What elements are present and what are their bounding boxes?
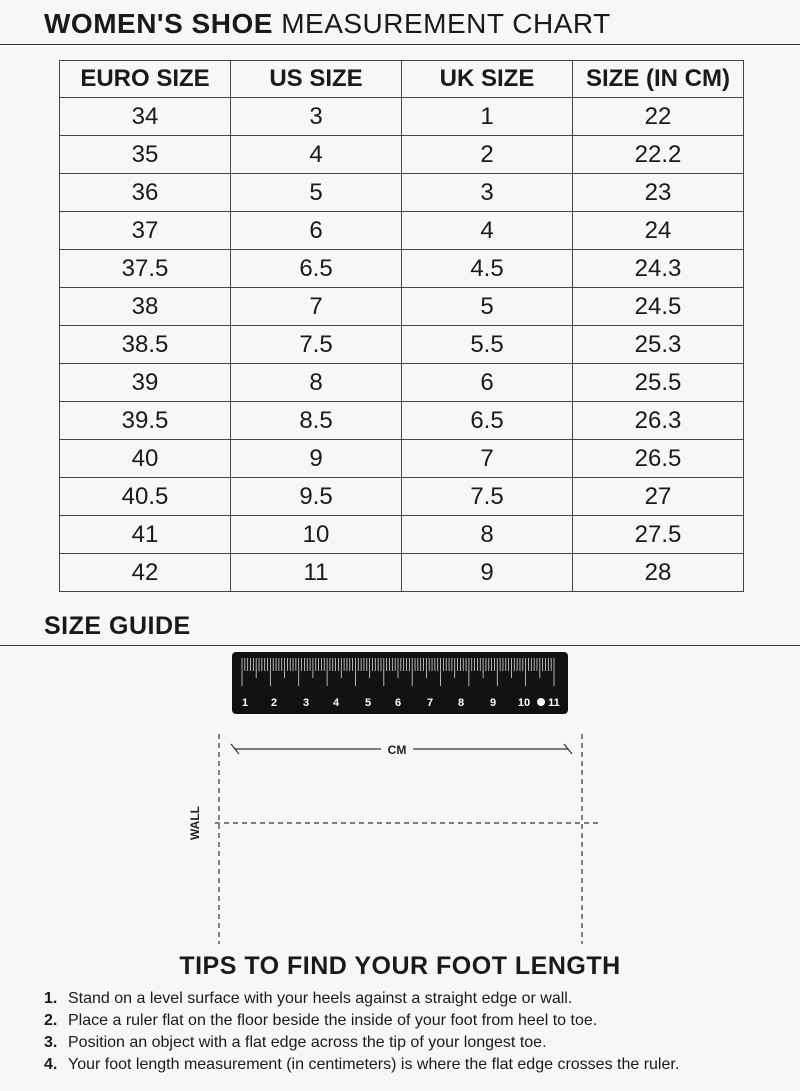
table-cell: 3 xyxy=(231,98,402,136)
table-cell: 4 xyxy=(231,136,402,174)
table-cell: 40.5 xyxy=(60,478,231,516)
table-cell: 9.5 xyxy=(231,478,402,516)
table-cell: 24.3 xyxy=(573,250,744,288)
table-cell: 25.5 xyxy=(573,364,744,402)
table-cell: 1 xyxy=(402,98,573,136)
ruler-number: 3 xyxy=(302,697,310,709)
table-cell: 11 xyxy=(231,554,402,592)
table-cell: 34 xyxy=(60,98,231,136)
table-cell: 27.5 xyxy=(573,516,744,554)
table-cell: 6.5 xyxy=(402,402,573,440)
tip-number: 2. xyxy=(44,1012,58,1029)
table-cell: 37 xyxy=(60,212,231,250)
table-cell: 5.5 xyxy=(402,326,573,364)
table-row xyxy=(60,402,744,440)
ruler-number: 7 xyxy=(426,697,434,709)
tip-text: Your foot length measurement (in centimeters) is where the flat edge crosses the ruler. xyxy=(68,1056,680,1073)
table-cell: 25.3 xyxy=(573,326,744,364)
ruler-number: 1 xyxy=(241,697,249,709)
table-cell: 26.5 xyxy=(573,440,744,478)
table-cell: 2 xyxy=(402,136,573,174)
table-cell: 41 xyxy=(60,516,231,554)
page-title xyxy=(44,8,611,40)
table-cell: 4.5 xyxy=(402,250,573,288)
table-body xyxy=(60,98,744,592)
table-cell: 36 xyxy=(60,174,231,212)
table-cell: 8 xyxy=(231,364,402,402)
ruler-number: 6 xyxy=(394,697,402,709)
tip-item xyxy=(44,1032,679,1054)
title-divider xyxy=(0,44,800,45)
column-header: US SIZE xyxy=(231,61,402,98)
table-row xyxy=(60,174,744,212)
ruler-number: 2 xyxy=(270,697,278,709)
table-cell: 7 xyxy=(402,440,573,478)
table-header-row xyxy=(60,61,744,98)
table-cell: 38.5 xyxy=(60,326,231,364)
tip-number: 3. xyxy=(44,1034,58,1051)
column-header: EURO SIZE xyxy=(60,61,231,98)
tip-item xyxy=(44,988,679,1010)
ruler-number: 10 xyxy=(517,697,531,709)
table-cell: 24.5 xyxy=(573,288,744,326)
tip-text: Position an object with a flat edge across the tip of your longest toe. xyxy=(68,1034,547,1051)
table-cell: 38 xyxy=(60,288,231,326)
table-cell: 4 xyxy=(402,212,573,250)
ruler-number: 5 xyxy=(364,697,372,709)
table-cell: 9 xyxy=(231,440,402,478)
table-cell: 39 xyxy=(60,364,231,402)
ruler-number: 11 xyxy=(548,697,560,709)
cm-label: CM xyxy=(387,743,407,757)
ruler-number: 4 xyxy=(332,697,340,709)
table-cell: 7.5 xyxy=(231,326,402,364)
ruler-number: 9 xyxy=(489,697,497,709)
ruler-number: 8 xyxy=(457,697,465,709)
table-cell: 22.2 xyxy=(573,136,744,174)
foot-measure-diagram xyxy=(185,730,615,950)
table-cell: 8.5 xyxy=(231,402,402,440)
table-row xyxy=(60,364,744,402)
size-guide-divider xyxy=(0,645,800,646)
table-row xyxy=(60,326,744,364)
size-chart-table xyxy=(59,60,744,592)
table-cell: 6 xyxy=(231,212,402,250)
tips-title: TIPS TO FIND YOUR FOOT LENGTH xyxy=(179,952,621,980)
table-cell: 22 xyxy=(573,98,744,136)
tip-item xyxy=(44,1010,679,1032)
table-cell: 9 xyxy=(402,554,573,592)
table-cell: 6.5 xyxy=(231,250,402,288)
table-cell: 7.5 xyxy=(402,478,573,516)
table-row xyxy=(60,136,744,174)
size-guide-title: SIZE GUIDE xyxy=(44,612,191,640)
table-cell: 5 xyxy=(402,288,573,326)
tip-item xyxy=(44,1054,679,1076)
table-cell: 6 xyxy=(402,364,573,402)
tip-text: Place a ruler flat on the floor beside the inside of your foot from heel to toe. xyxy=(68,1012,598,1029)
table-row xyxy=(60,98,744,136)
table-cell: 3 xyxy=(402,174,573,212)
column-header: SIZE (IN CM) xyxy=(573,61,744,98)
page-title-light: MEASUREMENT CHART xyxy=(281,8,611,39)
table-cell: 28 xyxy=(573,554,744,592)
table-cell: 24 xyxy=(573,212,744,250)
page-title-bold: WOMEN'S SHOE xyxy=(44,8,273,39)
table-cell: 35 xyxy=(60,136,231,174)
table-row xyxy=(60,554,744,592)
tip-number: 1. xyxy=(44,990,58,1007)
tips-list xyxy=(44,988,679,1076)
table-cell: 5 xyxy=(231,174,402,212)
table-cell: 40 xyxy=(60,440,231,478)
table-row xyxy=(60,440,744,478)
table-cell: 23 xyxy=(573,174,744,212)
table-row xyxy=(60,516,744,554)
tip-text: Stand on a level surface with your heels against a straight edge or wall. xyxy=(68,990,573,1007)
table-cell: 37.5 xyxy=(60,250,231,288)
table-cell: 10 xyxy=(231,516,402,554)
wall-label: WALL xyxy=(188,806,202,840)
tip-number: 4. xyxy=(44,1056,58,1073)
table-cell: 7 xyxy=(231,288,402,326)
table-cell: 27 xyxy=(573,478,744,516)
table-cell: 26.3 xyxy=(573,402,744,440)
table-row xyxy=(60,478,744,516)
table-cell: 8 xyxy=(402,516,573,554)
ruler-dot-icon xyxy=(537,698,545,706)
table-cell: 42 xyxy=(60,554,231,592)
column-header: UK SIZE xyxy=(402,61,573,98)
table-row xyxy=(60,288,744,326)
table-row xyxy=(60,212,744,250)
table-cell: 39.5 xyxy=(60,402,231,440)
table-row xyxy=(60,250,744,288)
ruler-illustration xyxy=(232,652,568,714)
